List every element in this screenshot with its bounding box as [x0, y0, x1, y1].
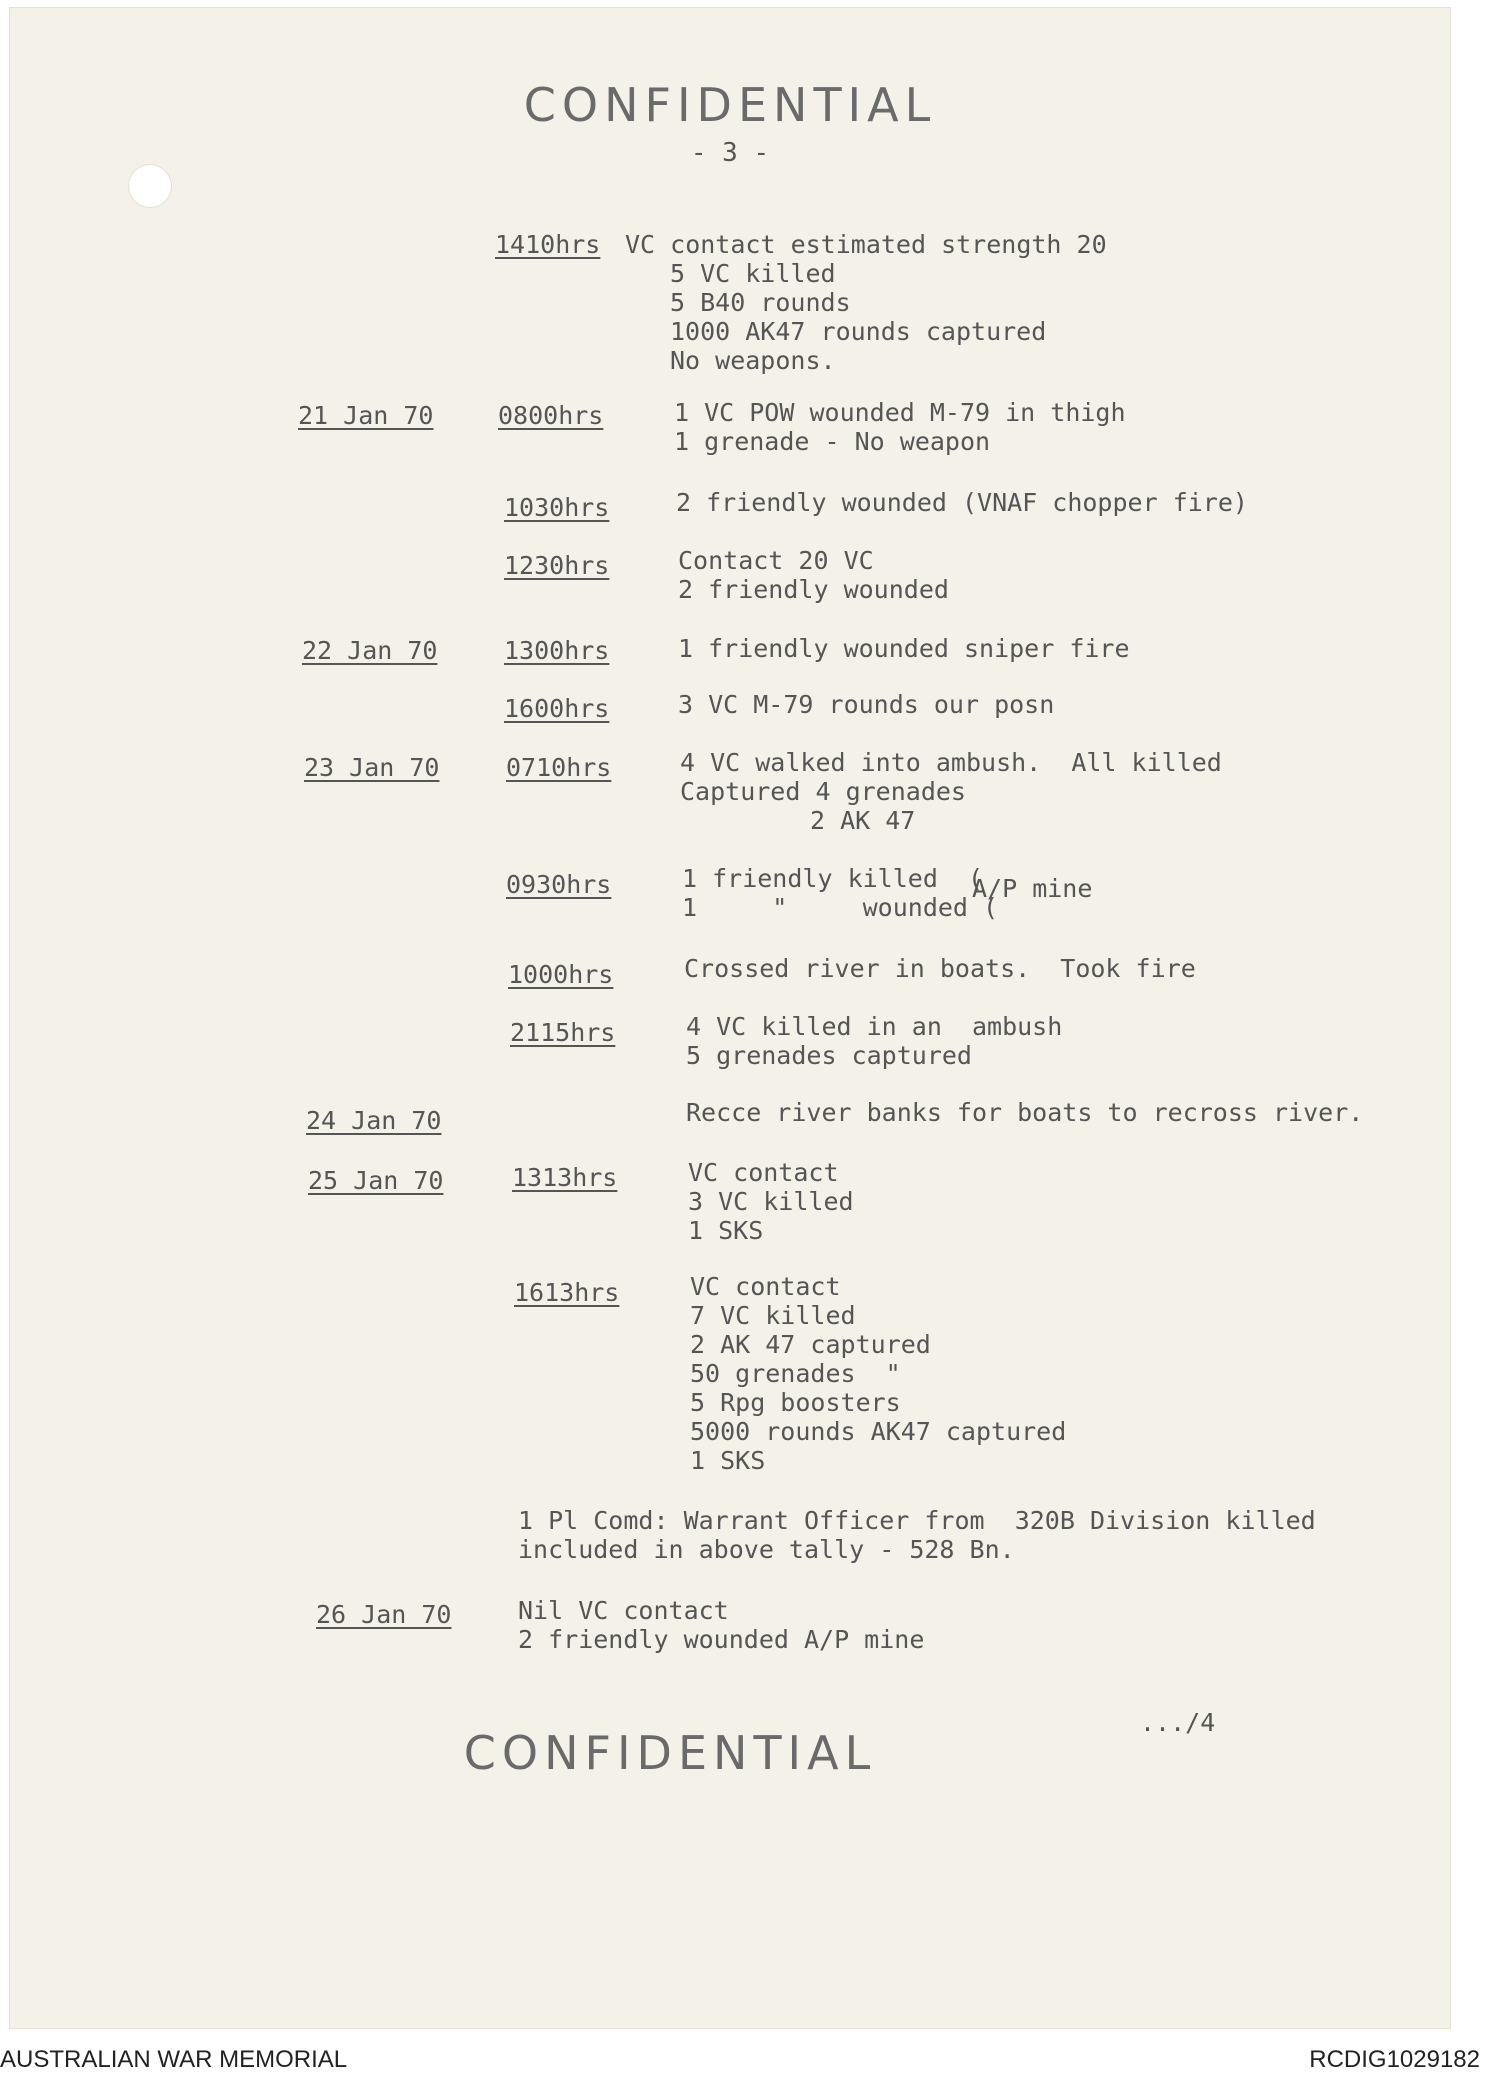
entry-line: 2 friendly wounded	[678, 575, 949, 604]
entry-date: 26 Jan 70	[316, 1600, 452, 1629]
entry-time: 1030hrs	[504, 493, 610, 522]
entry-line: No weapons.	[670, 346, 836, 375]
confidential-stamp-bottom: CONFIDENTIAL	[463, 1726, 877, 1780]
entry-line: 1 " wounded (	[682, 893, 999, 922]
entry-line: 1000 AK47 rounds captured	[670, 317, 1047, 346]
entry-time: 0710hrs	[506, 753, 612, 782]
entry-time: 1230hrs	[504, 551, 610, 580]
entry-line: 2 friendly wounded A/P mine	[518, 1625, 925, 1654]
entry-line: 1 SKS	[688, 1216, 764, 1245]
entry-time: 1600hrs	[504, 694, 610, 723]
entry-time: 1613hrs	[514, 1278, 620, 1307]
entry-line: 2 AK 47 captured	[690, 1330, 931, 1359]
entry-line: VC contact estimated strength 20	[625, 230, 1107, 259]
footer-source: AUSTRALIAN WAR MEMORIAL	[0, 2046, 348, 2073]
entry-line: 7 VC killed	[690, 1301, 856, 1330]
entry-line: 1 grenade - No weapon	[674, 427, 991, 456]
entry-line: 5 VC killed	[670, 259, 836, 288]
footer-id: RCDIG1029182	[1309, 2046, 1480, 2073]
entry-line: VC contact	[688, 1158, 839, 1187]
page-number: - 3 -	[690, 138, 770, 168]
entry-line: 1 friendly wounded sniper fire	[678, 634, 1130, 663]
entry-date: 21 Jan 70	[298, 401, 434, 430]
entry-time: 0930hrs	[506, 870, 612, 899]
entry-line: included in above tally - 528 Bn.	[518, 1535, 1015, 1564]
entry-date: 22 Jan 70	[302, 636, 438, 665]
entry-line: 1 Pl Comd: Warrant Officer from 320B Division killed	[518, 1506, 1316, 1535]
entry-line: Recce river banks for boats to recross river.	[686, 1098, 1364, 1127]
document-page	[10, 8, 1450, 2028]
entry-time: 1410hrs	[495, 230, 601, 259]
continuation-marker: .../4	[1140, 1708, 1216, 1737]
entry-line: Nil VC contact	[518, 1596, 729, 1625]
entry-line: 1 friendly killed (	[682, 864, 984, 893]
entry-line: 5000 rounds AK47 captured	[690, 1417, 1067, 1446]
confidential-stamp-top: CONFIDENTIAL	[523, 78, 937, 132]
entry-line: 2 friendly wounded (VNAF chopper fire)	[676, 488, 1248, 517]
entry-date: 23 Jan 70	[304, 753, 440, 782]
entry-line: Captured 4 grenades	[680, 777, 966, 806]
entry-line: 3 VC M-79 rounds our posn	[678, 690, 1055, 719]
entry-line: 4 VC killed in an ambush	[686, 1012, 1063, 1041]
entry-date: 24 Jan 70	[306, 1106, 442, 1135]
entry-line: VC contact	[690, 1272, 841, 1301]
punch-hole	[128, 164, 172, 208]
entry-line: 1 VC POW wounded M-79 in thigh	[674, 398, 1126, 427]
entry-line: 1 SKS	[690, 1446, 766, 1475]
entry-time: 2115hrs	[510, 1018, 616, 1047]
entry-line: 5 grenades captured	[686, 1041, 972, 1070]
entry-line: Contact 20 VC	[678, 546, 874, 575]
entry-line: 5 Rpg boosters	[690, 1388, 901, 1417]
entry-line: Crossed river in boats. Took fire	[684, 954, 1196, 983]
entry-date: 25 Jan 70	[308, 1166, 444, 1195]
entry-line: 2 AK 47	[810, 806, 916, 835]
entry-time: 0800hrs	[498, 401, 604, 430]
entry-line: 5 B40 rounds	[670, 288, 851, 317]
entry-time: 1300hrs	[504, 636, 610, 665]
entry-time: 1313hrs	[512, 1163, 618, 1192]
entry-line: 50 grenades "	[690, 1359, 901, 1388]
entry-line: A/P mine	[972, 874, 1093, 903]
entry-line: 3 VC killed	[688, 1187, 854, 1216]
entry-time: 1000hrs	[508, 960, 614, 989]
entry-line: 4 VC walked into ambush. All killed	[680, 748, 1222, 777]
